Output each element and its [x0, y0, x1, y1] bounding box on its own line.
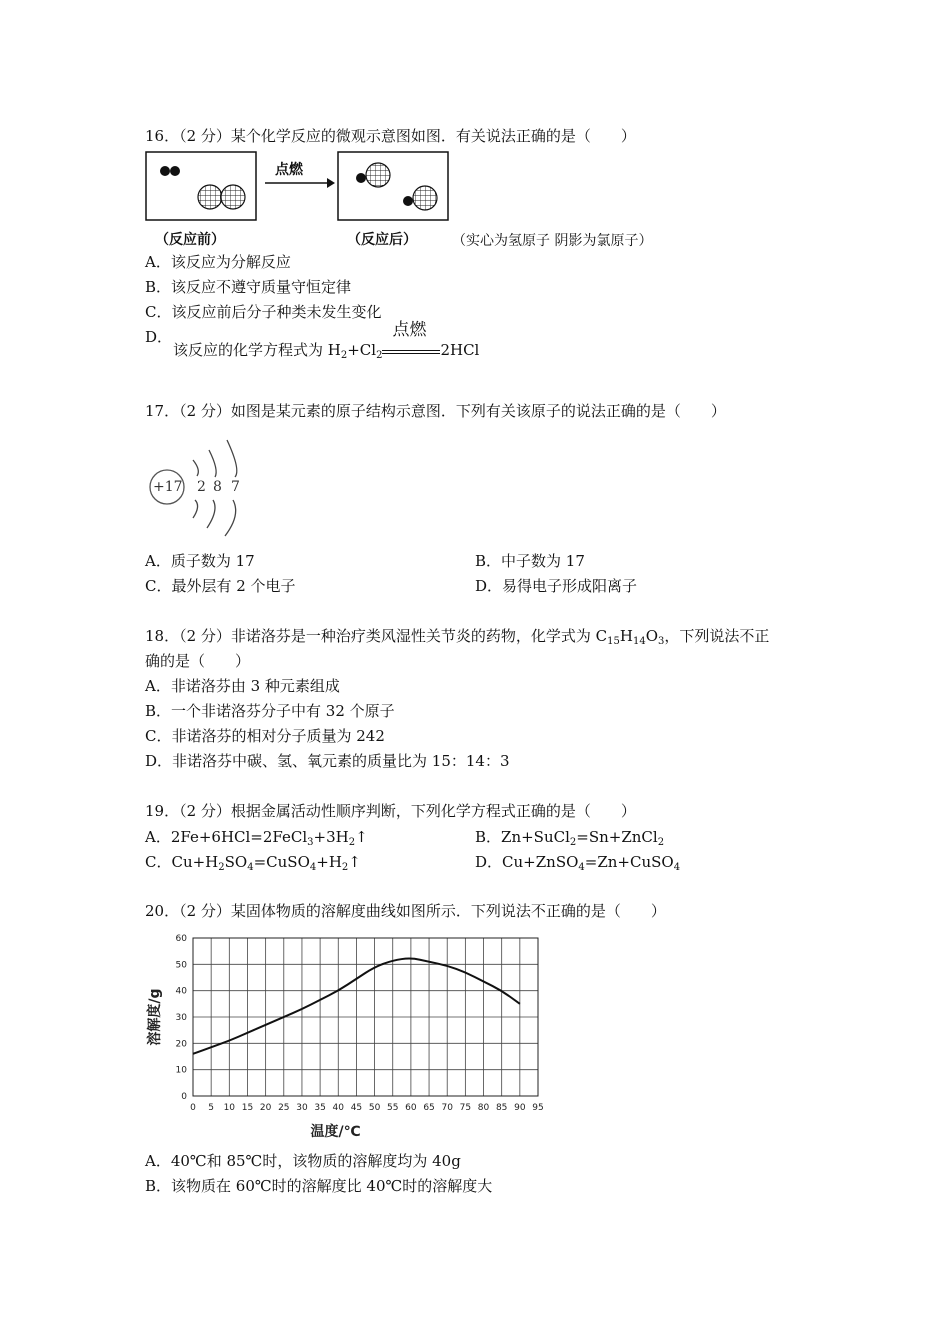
q16-d-reaction-sign [382, 320, 440, 355]
shell-1: 2 [197, 479, 206, 495]
cl-atom [413, 186, 437, 210]
q16-d-text: 该反应的化学方程式为 H [173, 341, 341, 359]
x-tick-label: 40 [332, 1103, 344, 1113]
y-axis-label: 溶解度/g [147, 988, 163, 1046]
nucleus-charge: +17 [153, 479, 183, 495]
q19-option-d[interactable] [475, 853, 680, 871]
q19-text: =CuSO [253, 853, 310, 871]
q16-arrow-label: 点燃 [275, 162, 303, 178]
q19-text: SO [224, 853, 248, 871]
h-atom [356, 173, 366, 183]
y-tick-label: 40 [175, 986, 187, 997]
q19-text: A．2Fe+6HCl=2FeCl [145, 828, 308, 846]
x-tick-label: 60 [405, 1103, 417, 1113]
x-tick-label: 5 [208, 1103, 215, 1113]
q20-option-a[interactable]: A．40℃和 85℃时，该物质的溶解度均为 40g [145, 1152, 461, 1170]
solubility-chart [145, 928, 555, 1148]
solubility-chart-svg [145, 928, 555, 1148]
x-tick-label: 95 [532, 1103, 544, 1113]
q17-option-a[interactable]: A．质子数为 17 [145, 552, 255, 570]
q18-stem-text: H [619, 627, 633, 645]
q19-sub: 4 [309, 862, 317, 873]
q19-sub: 2 [348, 837, 356, 848]
q18-stem-text: O [645, 627, 659, 645]
q19-text: D．Cu+ZnSO [475, 853, 579, 871]
x-tick-label: 20 [259, 1103, 272, 1113]
q17-stem: 17．（2 分）如图是某元素的原子结构示意图．下列有关该原子的说法正确的是（ ） [145, 402, 726, 420]
y-tick-label: 30 [175, 1013, 187, 1023]
q19-text: B．Zn+SuCl [475, 828, 570, 846]
q18-option-b[interactable]: B．一个非诺洛芬分子中有 32 个原子 [145, 702, 395, 720]
x-tick-label: 90 [514, 1103, 526, 1113]
x-tick-label: 30 [296, 1103, 308, 1113]
q18-sub: 14 [632, 636, 646, 647]
x-tick-label: 35 [314, 1103, 326, 1113]
q17-option-d[interactable]: D．易得电子形成阳离子 [475, 577, 638, 595]
q19-sub: 4 [673, 862, 681, 873]
x-tick-label: 70 [441, 1103, 453, 1113]
q16-after-label: （反应后） [347, 232, 417, 248]
cl-atom [198, 185, 222, 209]
q20-stem: 20．（2 分）某固体物质的溶解度曲线如图所示．下列说法不正确的是（ ） [145, 902, 666, 920]
q16-stem: 16．（2 分）某个化学反应的微观示意图如图．有关说法正确的是（ ） [145, 127, 636, 145]
x-tick-label: 55 [387, 1103, 399, 1113]
before-box [146, 152, 256, 220]
q19-option-c[interactable] [145, 853, 361, 871]
q19-text: ↑ [355, 828, 368, 846]
q18-option-d[interactable]: D．非诺洛芬中碳、氢、氧元素的质量比为 15：14：3 [145, 752, 510, 770]
x-tick-label: 25 [278, 1103, 290, 1113]
q19-sub: 2 [218, 862, 225, 873]
q18-stem [145, 627, 769, 645]
q19-sub: 2 [341, 862, 349, 873]
q16-before-label: （反应前） [155, 232, 225, 248]
q19-stem: 19．（2 分）根据金属活动性顺序判断，下列化学方程式正确的是（ ） [145, 802, 636, 820]
q19-sub: 4 [578, 862, 585, 873]
q16-option-a[interactable]: A．该反应为分解反应 [145, 253, 291, 271]
x-tick-label: 85 [495, 1103, 508, 1113]
q19-sub: 3 [307, 837, 314, 848]
y-tick-label: 20 [175, 1039, 187, 1050]
x-tick-label: 65 [423, 1103, 435, 1113]
q17-atom-diagram [145, 430, 255, 540]
x-tick-label: 10 [223, 1103, 236, 1113]
q19-sub: 2 [657, 837, 665, 848]
cl-atom [221, 185, 245, 209]
q16-d-condition: 点燃 [392, 320, 427, 340]
x-tick-label: 50 [368, 1103, 381, 1113]
q18-sub: 3 [658, 636, 665, 647]
shell-2: 8 [213, 479, 222, 495]
x-tick-label: 0 [190, 1103, 196, 1113]
q19-text: +3H [313, 828, 349, 846]
q19-option-b[interactable] [475, 828, 664, 846]
after-box [338, 152, 448, 220]
q16-option-c[interactable]: C．该反应前后分子种类未发生变化 [145, 303, 382, 321]
q19-text: +H [316, 853, 342, 871]
q16-option-d[interactable] [173, 320, 480, 361]
q18-option-c[interactable]: C．非诺洛芬的相对分子质量为 242 [145, 727, 385, 745]
x-axis-label: 温度/℃ [310, 1124, 361, 1140]
y-tick-label: 0 [181, 1092, 187, 1102]
q20-option-b[interactable]: B．该物质在 60℃时的溶解度比 40℃时的溶解度大 [145, 1177, 493, 1195]
x-tick-label: 45 [350, 1103, 363, 1113]
q19-option-a[interactable] [145, 828, 368, 846]
y-tick-label: 10 [175, 1065, 187, 1076]
shell-3: 7 [231, 479, 240, 495]
h-atom [160, 166, 170, 176]
q16-option-d-letter[interactable]: D． [145, 328, 173, 346]
q18-sub: 15 [607, 636, 620, 647]
x-tick-label: 75 [459, 1103, 472, 1113]
q16-option-b[interactable]: B．该反应不遵守质量守恒定律 [145, 278, 352, 296]
q17-option-c[interactable]: C．最外层有 2 个电子 [145, 577, 296, 595]
x-tick-label: 15 [241, 1103, 254, 1113]
y-tick-label: 50 [175, 960, 187, 971]
q19-text: ↑ [348, 853, 361, 871]
q16-d-text: +Cl [347, 341, 377, 359]
q19-text: =Sn+ZnCl [576, 828, 658, 846]
cl-atom [366, 163, 390, 187]
h-atom [403, 196, 413, 206]
q18-option-a[interactable]: A．非诺洛芬由 3 种元素组成 [145, 677, 340, 695]
q19-text: C．Cu+H [145, 853, 219, 871]
y-tick-label: 60 [175, 934, 187, 944]
q18-stem-text: ，下列说法不正 [664, 627, 770, 645]
q16-d-sub: 2 [376, 350, 383, 361]
q19-sub: 2 [569, 837, 577, 848]
q16-legend: （实心为氢原子 阴影为氯原子） [452, 233, 653, 249]
q16-d-sub: 2 [340, 350, 348, 361]
x-tick-label: 80 [477, 1103, 490, 1113]
q16-d-text: 2HCl [440, 341, 480, 359]
q19-text: =Zn+CuSO [584, 853, 674, 871]
q18-stem-text: 18．（2 分）非诺洛芬是一种治疗类风湿性关节炎的药物，化学式为 C [145, 627, 608, 645]
q19-sub: 4 [247, 862, 254, 873]
q17-option-b[interactable]: B．中子数为 17 [475, 552, 585, 570]
q18-stem-cont: 确的是（ ） [145, 652, 251, 670]
arrow-head [327, 178, 335, 188]
h-atom [170, 166, 180, 176]
